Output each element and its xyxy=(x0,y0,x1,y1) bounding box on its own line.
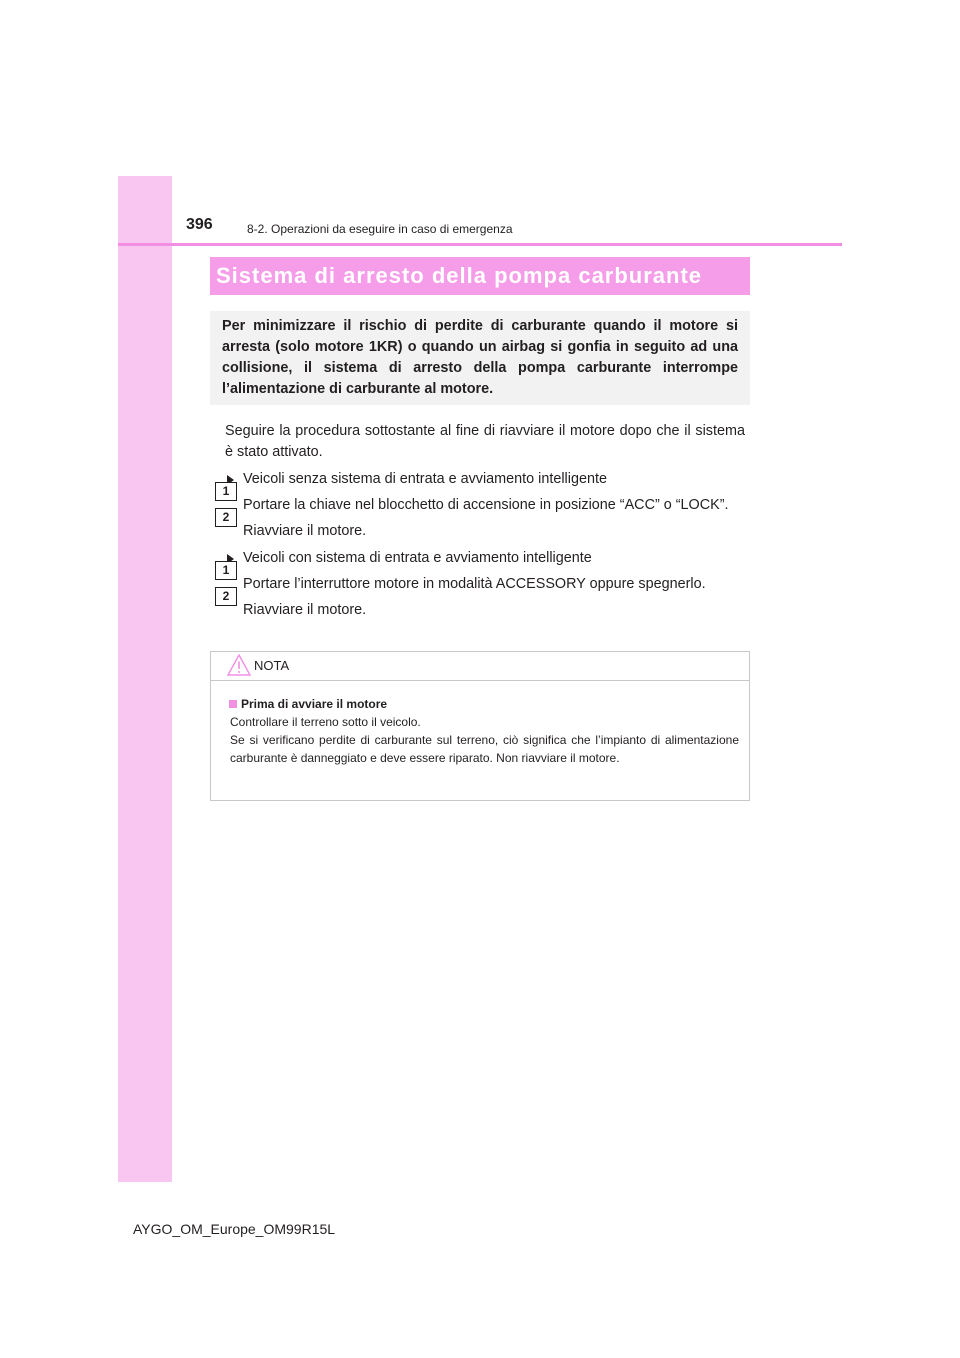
notice-header xyxy=(211,652,749,681)
step-text: Portare l’interruttore motore in modalità ACCESSORY oppure spegnerlo. xyxy=(243,576,706,592)
footer-code: AYGO_OM_Europe_OM99R15L xyxy=(133,1221,336,1237)
notice-paragraph: Se si verificano perdite di carburante sul terreno, ciò significa che l’impianto di alimentazione carburante è danneggiato e deve essere riparato. Non riavviare il motore. xyxy=(230,733,739,765)
step-item xyxy=(222,510,745,542)
step-number-badge: 1 xyxy=(215,561,237,580)
intro-text: Per minimizzare il rischio di perdite di carburante quando il motore si arresta (solo motore 1KR) o quando un airbag si gonfia in seguito ad una collisione, il sistema di arresto della pompa carburante interrompe l’alimentazione di carburante al motore. xyxy=(222,318,738,397)
procedure-body xyxy=(222,421,745,621)
square-bullet-icon xyxy=(229,700,237,708)
page-number: 396 xyxy=(186,216,213,233)
section-title: 8-2. Operazioni da eseguire in caso di emergenza xyxy=(247,222,513,236)
step-text: Portare la chiave nel blocchetto di accensione in posizione “ACC” o “LOCK”. xyxy=(243,497,729,513)
step-item xyxy=(222,589,745,621)
notice-box xyxy=(210,651,750,801)
notice-label: NOTA xyxy=(254,658,290,673)
procedure-paragraph: Seguire la procedura sottostante al fine di riavviare il motore dopo che il sistema è stato attivato. xyxy=(225,423,745,460)
group-heading: Veicoli con sistema di entrata e avviamento intelligente xyxy=(225,548,745,569)
step-number-badge: 2 xyxy=(215,508,237,527)
step-text: Riavviare il motore. xyxy=(243,523,367,539)
step-item xyxy=(222,563,745,595)
header-rule xyxy=(118,243,842,246)
side-band xyxy=(118,176,172,1182)
notice-item-title: Prima di avviare il motore xyxy=(241,697,388,711)
step-number-badge: 1 xyxy=(215,482,237,501)
title-banner xyxy=(210,257,750,295)
page-title: Sistema di arresto della pompa carburante xyxy=(216,263,703,288)
notice-paragraph: Controllare il terreno sotto il veicolo. xyxy=(230,715,421,729)
warning-triangle-icon xyxy=(227,654,251,681)
intro-box xyxy=(210,311,750,405)
notice-item xyxy=(229,695,739,767)
step-number-badge: 2 xyxy=(215,587,237,606)
group-heading: Veicoli senza sistema di entrata e avviamento intelligente xyxy=(225,469,745,490)
step-item xyxy=(222,484,745,516)
step-text: Riavviare il motore. xyxy=(243,602,367,618)
